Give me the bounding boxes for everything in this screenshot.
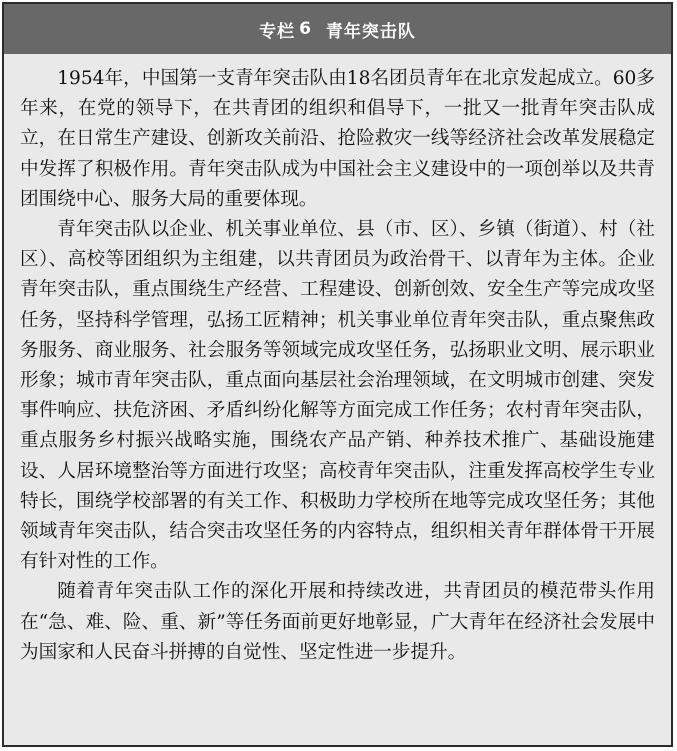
paragraph-2: 青年突击队以企业、机关事业单位、县（市、区）、乡镇（街道）、村（社区）、高校等团组织为主组建，以共青团员为政治骨干、以青年为主体。企业青年突击队，重点围绕生产经营、工程建设、创新创效、安全生产等完成攻坚任务，坚持科学管理，弘扬工匠精神；机关事业单位青年突击队，重点聚焦政务服务、商业服务、社会服务等领域完成攻坚任务，弘扬职业文明、展示职业形象；城市青年突击队，重点面向基层社会治理领域，在文明城市创建、突发事件响应、扶危济困、矛盾纠纷化解等方面完成工作任务；农村青年突击队，重点服务乡村振兴战略实施，围绕农产品产销、种养技术推广、基础设施建设、人居环境整治等方面进行攻坚；高校青年突击队，注重发挥高校学生专业特长，围绕学校部署的有关工作、积极助力学校所在地等完成攻坚任务；其他领域青年突击队，结合突击攻坚任务的内容特点，组织相关青年群体骨干开展有针对性的工作。 [20,219,655,573]
column-number: 6 [299,19,312,39]
paragraph-1: 1954年，中国第一支青年突击队由18名团员青年在北京发起成立。60多年来，在党的领导下，在共青团的组织和倡导下，一批又一批青年突击队成立，在日常生产建设、创新攻关前沿、抢险救灾一线等经济社会改革发展稳定中发挥了积极作用。青年突击队成为中国社会主义建设中的一项创举以及共青团围绕中心、服务大局的重要体现。 [20,68,655,210]
paragraph-3: 随着青年突击队工作的深化开展和持续改进，共青团员的模范带头作用在“急、难、险、重、新”等任务面前更好地彰显，广大青年在经济社会发展中为国家和人民奋斗拼搏的自觉性、坚定性进一步提升。 [20,581,655,663]
column-header [4,4,671,54]
column-box [2,2,673,747]
column-label: 专栏 [259,21,296,42]
column-title: 青年突击队 [325,21,416,42]
column-body [4,54,671,668]
